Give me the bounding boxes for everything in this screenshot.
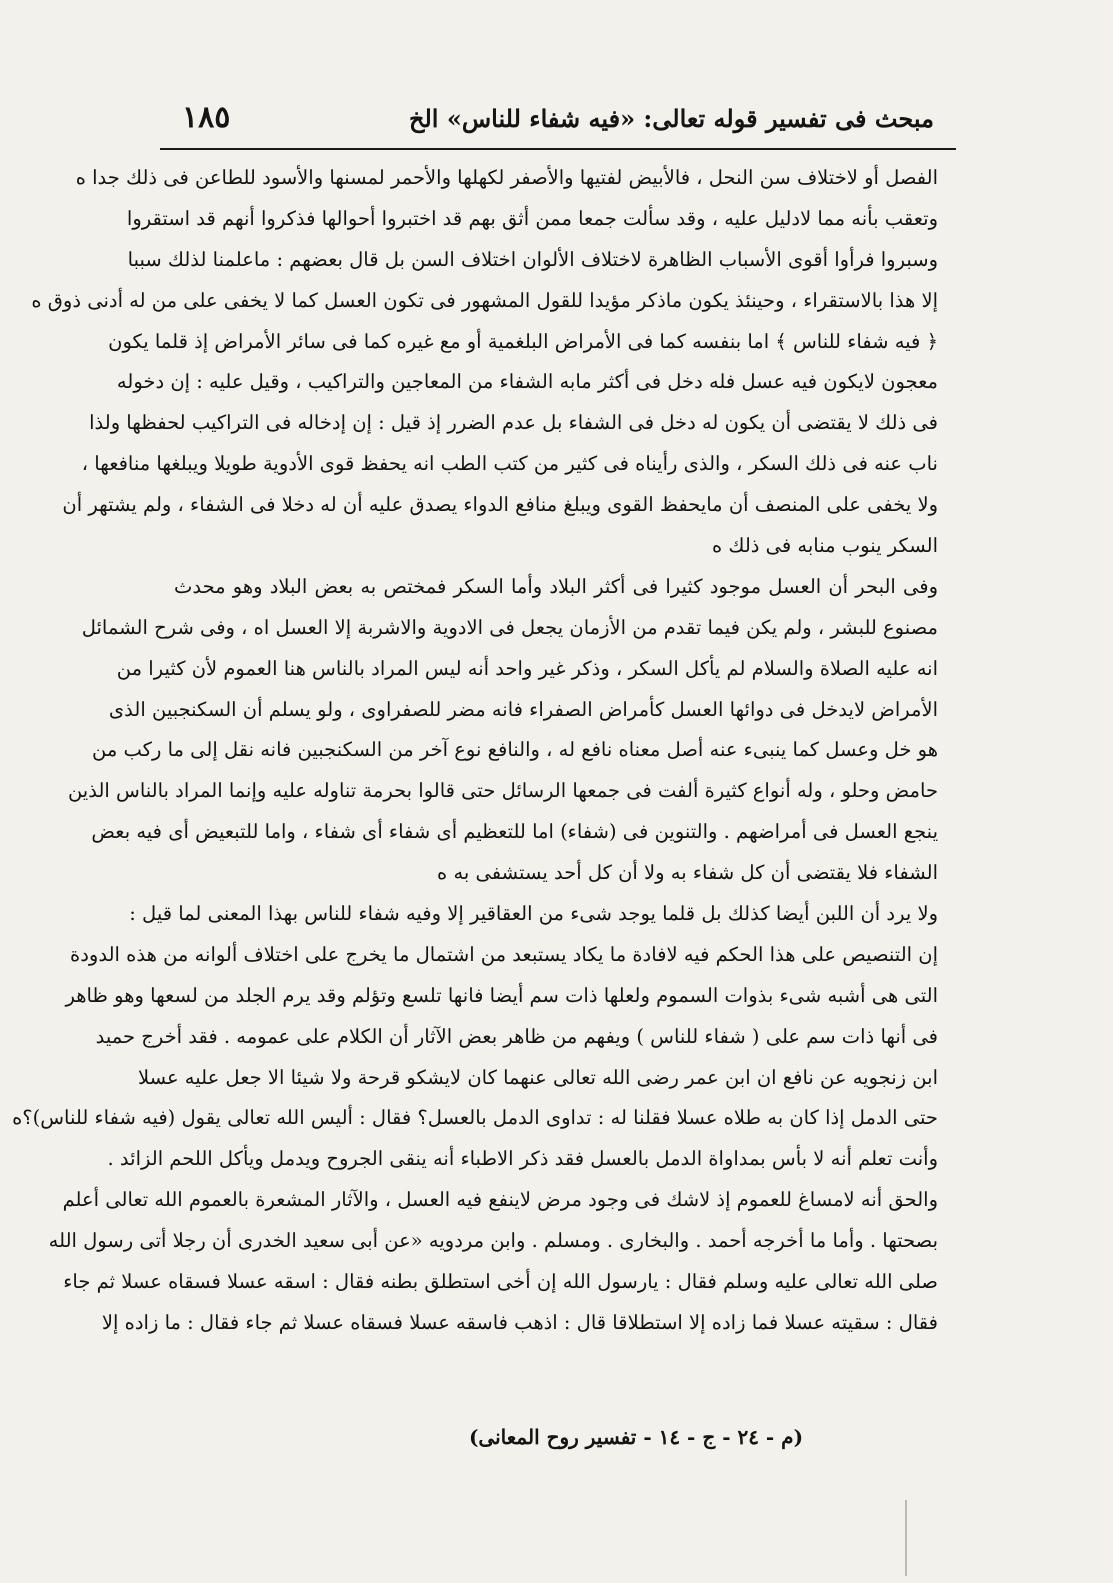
text-line: الشفاء فلا يقتضى أن كل شفاء به ولا أن كل أحد يستشفى به ه	[437, 861, 938, 885]
text-line: وسبروا فرأوا أقوى الأسباب الظاهرة لاختلاف الألوان اختلاف السن بل قال بعضهم : ماعلمنا لذلك سببا	[127, 247, 938, 271]
text-line: ينجع العسل فى أمراضهم . والتنوين فى (شفاء) اما للتعظيم أى شفاء أى شفاء ، واما للتبعيض أى فيه بعض	[91, 820, 938, 844]
page-number: ١٨٥	[182, 100, 231, 135]
text-line: إن التنصيص على هذا الحكم فيه لافادة ما يكاد يستبعد من اشتمال ما يخرج على اختلاف ألوانه من هذه الدودة	[70, 942, 938, 966]
signature-text: (م - ٢٤ - ج - ١٤ - تفسير روح المعانى)	[468, 1425, 804, 1449]
text-line: التى هى أشبه شىء بذوات السموم ولعلها ذات سم أيضا فانها تلسع وتؤلم وقد يرم الجلد من لسعها وهو ظاهر	[65, 983, 938, 1007]
text-line: إلا هذا بالاستقراء ، وحينئذ يكون ماذكر مؤيدا للقول المشهور فى تكون العسل كما لا يخفى على من له أدنى ذوق ه	[31, 288, 938, 312]
text-line: الفصل أو لاختلاف سن النحل ، فالأبيض لفتيها والأصفر لكهلها والأحمر لمسنها والأسود للطاعن فى ذلك جدا ه	[75, 166, 938, 189]
text-line: ولا يرد أن اللبن أيضا كذلك بل قلما يوجد شىء من العقاقير إلا وفيه شفاء للناس بهذا المعنى لما قيل :	[129, 902, 938, 926]
text-line: ابن زنجويه عن نافع ان ابن عمر رضى الله تعالى عنهما كان لايشكو قرحة ولا شيئا الا جعل عليه عسلا	[137, 1065, 938, 1089]
text-line: وفى البحر أن العسل موجود كثيرا فى أكثر البلاد وأما السكر فمختص به بعض البلاد وهو محدث	[174, 574, 938, 598]
signature-line	[174, 1425, 938, 1449]
text-line: معجون لايكون فيه عسل فله دخل فى أكثر مابه الشفاء من المعاجين والتراكيب ، وقيل عليه : إن دخوله	[116, 370, 938, 394]
text-line: بصحتها . وأما ما أخرجه أحمد . والبخارى . ومسلم . وابن مردويه «عن أبى سعيد الخدرى أن رجلا أتى رسول الله	[48, 1229, 938, 1253]
text-line: وتعقب بأنه مما لادليل عليه ، وقد سألت جمعا ممن أثق بهم قد اختبروا أحوالها فذكروا أنهم قد استقروا	[126, 206, 938, 230]
text-line: وأنت تعلم أنه لا بأس بمداواة الدمل بالعسل فقد ذكر الاطباء أنه ينقى الجروح ويدمل ويأكل اللحم الزائد .	[107, 1147, 938, 1171]
text-line: مصنوع للبشر ، ولم يكن فيما تقدم من الأزمان يجعل فى الادوية والاشربة إلا العسل اه ، وفى شرح الشمائل	[81, 615, 938, 639]
text-line: الأمراض لايدخل فى دوائها العسل كأمراض الصفراء فانه مضر للصفراوى ، ولو يسلم أن السكنجبين الذى	[108, 697, 938, 721]
running-title: مبحث فى تفسير قوله تعالى: «فيه شفاء للناس» الخ	[409, 104, 934, 133]
text-line: حامض وحلو ، وله أنواع كثيرة ألفت فى جمعها الرسائل حتى قالوا بحرمة تناوله عليه وإنما المراد بالناس الذين	[67, 779, 938, 803]
page-header	[160, 100, 956, 142]
text-line: فقال : سقيته عسلا فما زاده إلا استطلاقا قال : اذهب فاسقه عسلا فسقاه عسلا ثم جاء فقال : ما زاده إلا	[101, 1310, 938, 1334]
scan-crease-mark	[905, 1500, 907, 1576]
text-line: فى ذلك لا يقتضى أن يكون له دخل فى الشفاء بل عدم الضرر إذ قيل : إن إدخاله فى التراكيب لحفظها ولذا	[89, 411, 938, 435]
text-line: صلى الله تعالى عليه وسلم فقال : يارسول الله إن أخى استطلق بطنه فقال : اسقه عسلا فسقاه عسلا ثم جاء	[63, 1270, 938, 1294]
text-line: ولا يخفى على المنصف أن مايحفظ القوى ويبلغ منافع الدواء يصدق عليه أن له دخلا فى الشفاء ، ولم يشتهر أن	[62, 493, 938, 517]
text-line: حتى الدمل إذا كان به طلاه عسلا فقلنا له : تداوى الدمل بالعسل؟ فقال : أليس الله تعالى يقول (فيه شفاء للناس)؟ه	[12, 1106, 938, 1130]
text-line: هو خل وعسل كما ينبىء عنه أصل معناه نافع له ، والنافع نوع آخر من السكنجبين فانه نقل إلى ما ركب من	[92, 738, 938, 762]
text-line: ﴿ فيه شفاء للناس ﴾ اما بنفسه كما فى الأمراض البلغمية أو مع غيره كما فى سائر الأمراض إذ قلما يكون	[108, 329, 938, 353]
header-divider	[160, 148, 956, 150]
text-line: ناب عنه فى ذلك السكر ، والذى رأيناه فى كثير من كتب الطب انه يحفظ قوى الأدوية طويلا ويبلغها منافعها ،	[81, 452, 938, 476]
text-line: والحق أنه لامساغ للعموم إذ لاشك فى وجود مرض لاينفع فيه العسل ، والآثار المشعرة بالعموم الله تعالى أعلم	[62, 1188, 938, 1212]
text-line: فى أنها ذات سم على ( شفاء للناس ) ويفهم من ظاهر بعض الآثار أن الكلام على عمومه . فقد أخرج حميد	[95, 1024, 938, 1048]
text-body	[12, 158, 938, 1344]
text-line: انه عليه الصلاة والسلام لم يأكل السكر ، وذكر غير واحد أنه ليس المراد بالناس هنا العموم لأن كثيرا من	[116, 656, 938, 680]
text-line: السكر ينوب منابه فى ذلك ه	[711, 534, 938, 558]
